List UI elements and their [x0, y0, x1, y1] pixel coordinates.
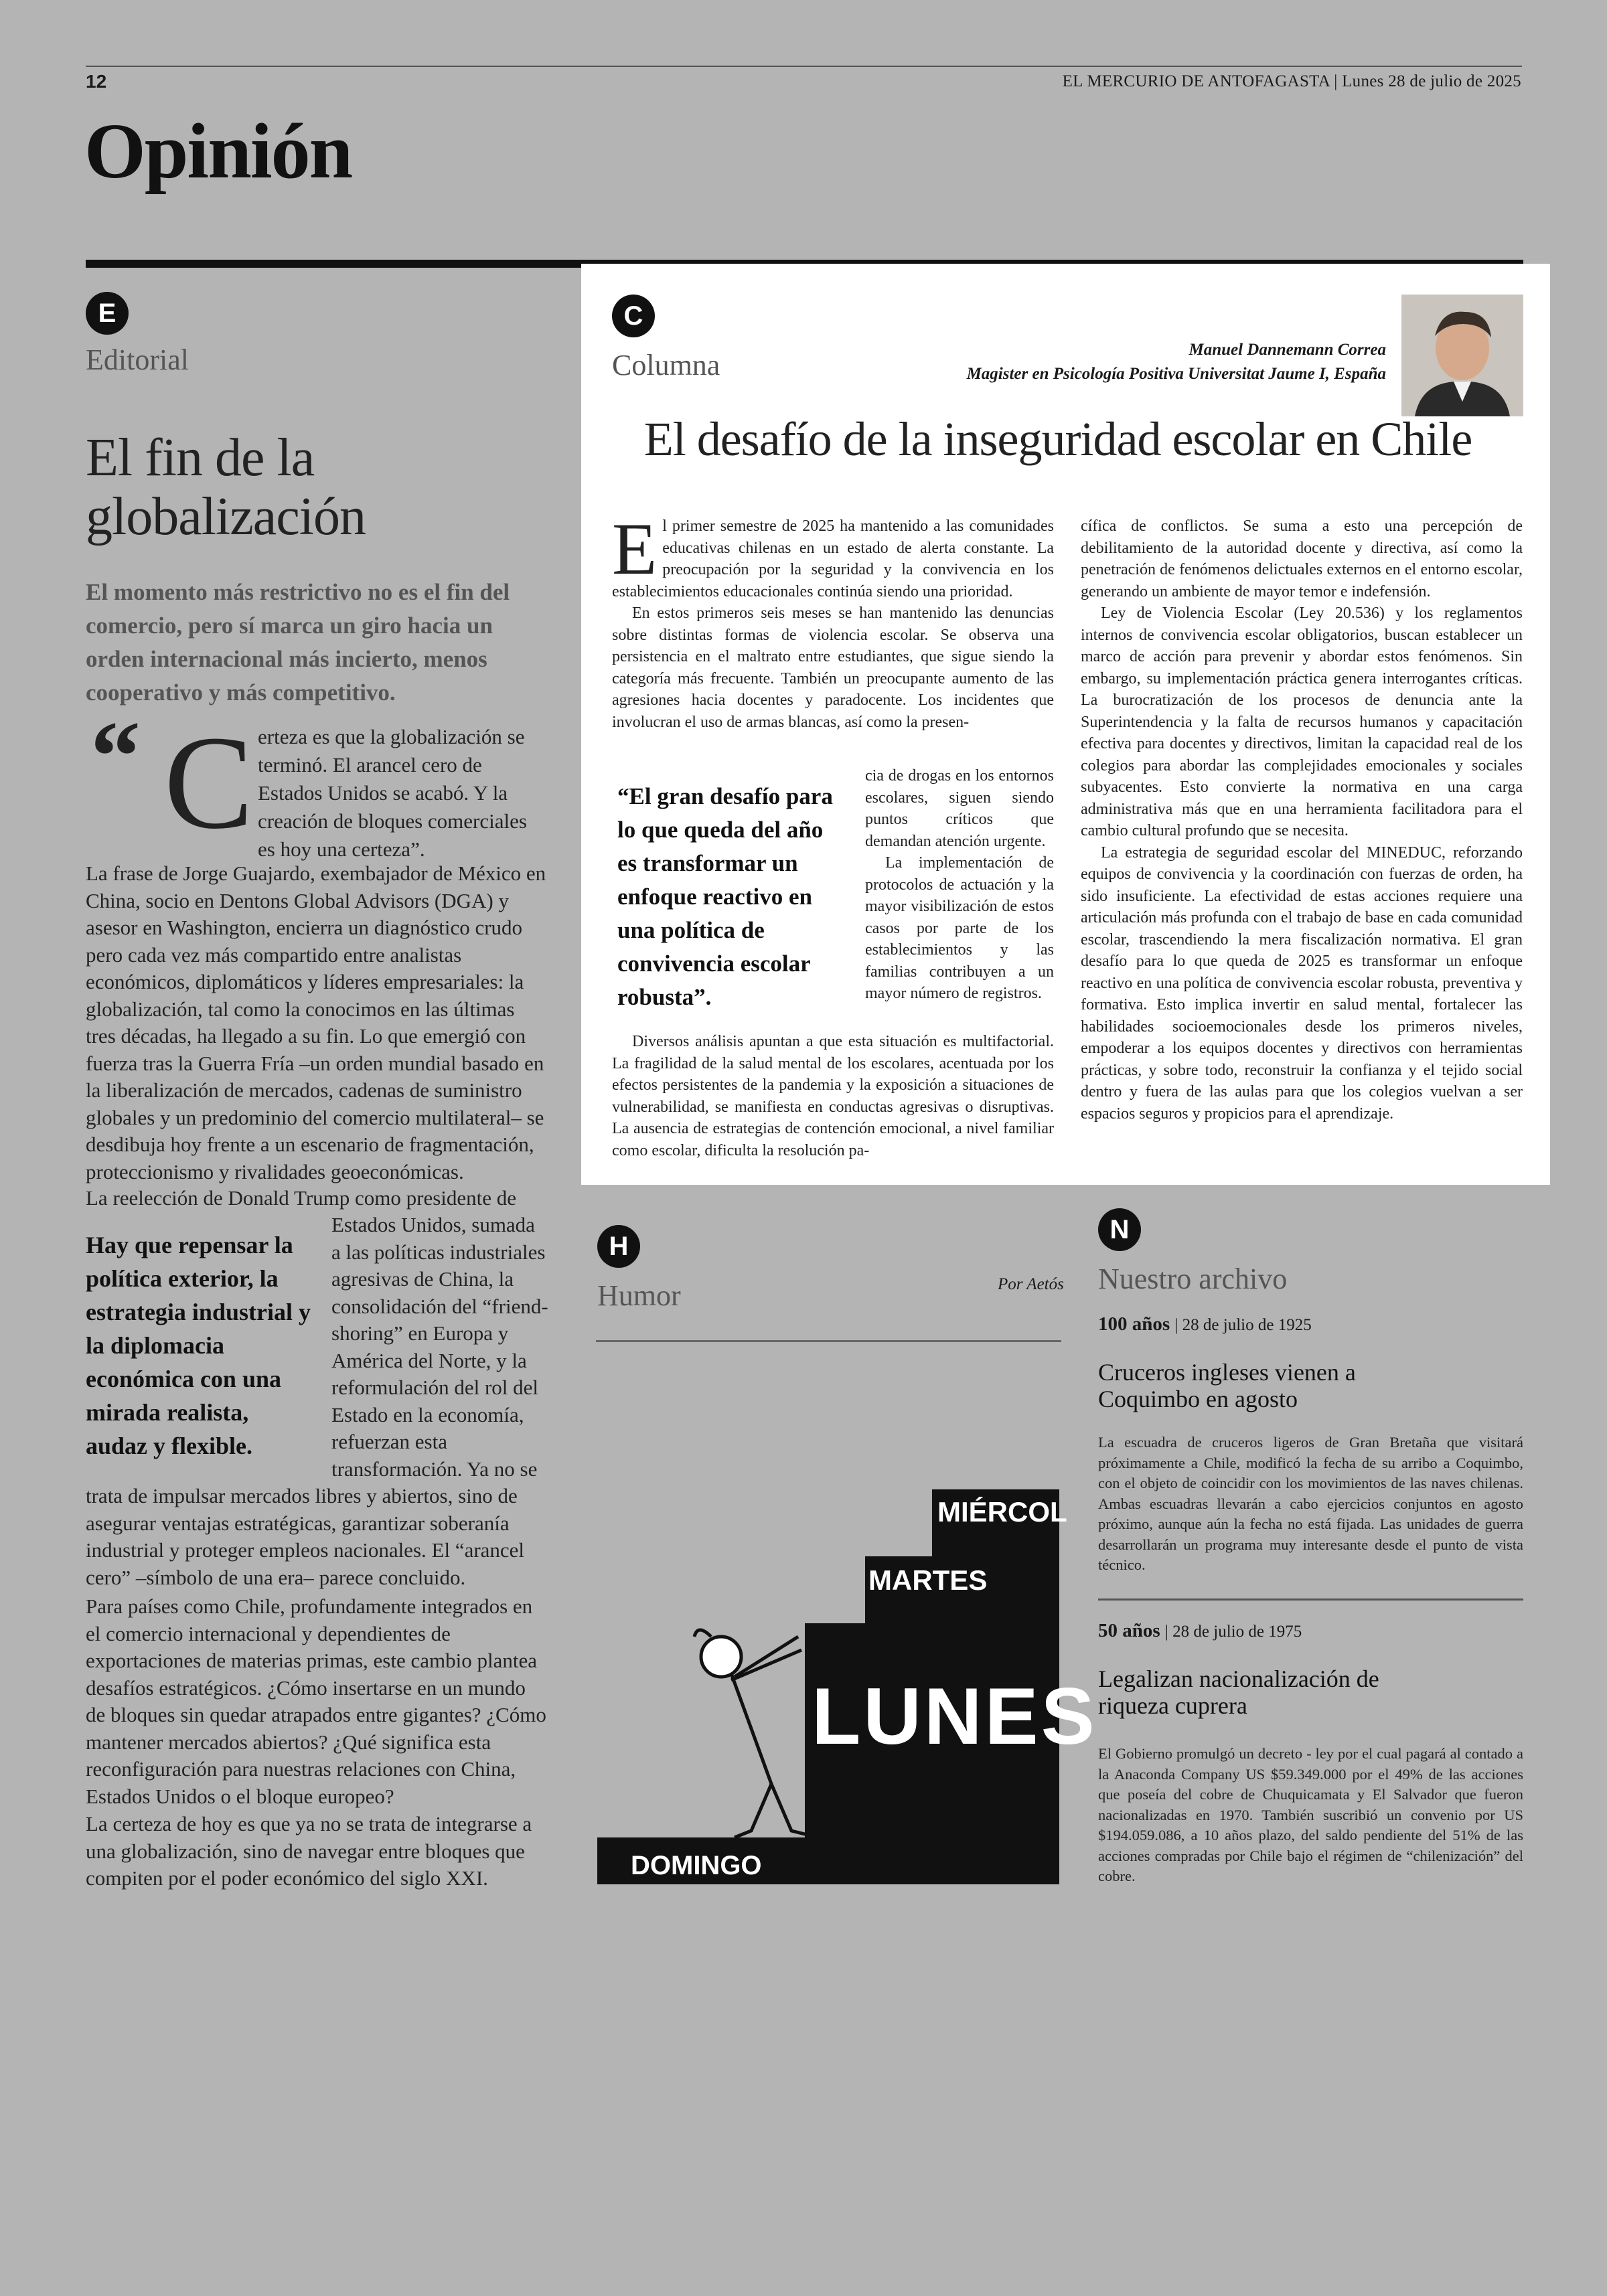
issue-date: Lunes 28 de julio de 2025 — [1342, 72, 1521, 90]
archive-years: 100 años — [1098, 1313, 1170, 1335]
humor-rule — [596, 1340, 1061, 1342]
archive-item-header — [1098, 1313, 1312, 1335]
step-label: DOMINGO — [631, 1851, 762, 1880]
editorial-pull-quote: Hay que repensar la política exterior, la estrategia industrial y la diplomacia económica con una mirada realista, audaz y flexible. — [86, 1232, 311, 1459]
column-drop-cap: E — [612, 508, 658, 590]
newspaper-name: EL MERCURIO DE ANTOFAGASTA — [1062, 72, 1330, 90]
column-pull-quote: “El gran desafío para lo que queda del año es transformar un enfoque reactivo en una política de convivencia escolar robusta”. — [617, 783, 833, 1010]
editorial-paragraph: La frase de Jorge Guajardo, exembajador de México en China, socio en Dentons Global Advisors (DGA) y asesor en Washington, encierra un diagnóstico crudo pero cada vez más compartido entre analistas económicos, diplomáticos y líderes empresariales: la globalización, tal como la conocimos en las últimas tres décadas, ha llegado a su fin. Lo que emergió con fuerza tras la Guerra Fría –un orden mundial basado en la liberalización de mercados, cadenas de suministro globales y un predominio del comercio multilateral– se desdibuja hoy frente a un escenario de fragmentación, proteccionismo y rivalidades geoeconómicas. — [86, 862, 546, 1183]
step-label: LUNES — [812, 1671, 1097, 1761]
column-author: Manuel Dannemann Correa — [1189, 341, 1386, 359]
column-text-block — [865, 765, 1054, 1005]
column-paragraph: En estos primeros seis meses se han mantenido las denuncias sobre distintas formas de violencia escolar. Se observa una persistencia en el maltrato entre estudiantes, que sigue siendo la categoría más frecuente. También un preocupante aumento de las agresiones hacia docentes y paradocente. Los incidentes que involucran el uso de armas blancas, así como la presen- — [612, 604, 1054, 731]
editorial-paragraph: La certeza de hoy es que ya no se trata de integrarse a una globalización, sino de navegar entre bloques que compiten por el poder económico del siglo XXI. — [86, 1812, 532, 1890]
archive-badge: N — [1098, 1208, 1141, 1251]
column-paragraph: La implementación de protocolos de actuación y la mayor visibilización de estos casos por parte de los establecimientos y las familias contribuyen a un mayor número de registros. — [865, 854, 1054, 1002]
step-label: MARTES — [868, 1564, 988, 1596]
author-photo — [1401, 295, 1523, 416]
archive-item-header — [1098, 1620, 1302, 1642]
editorial-kicker: Editorial — [86, 343, 189, 376]
column-kicker: Columna — [612, 349, 720, 382]
editorial-lead: El momento más restrictivo no es el fin del comercio, pero sí marca un giro hacia un orden internacional más incierto, menos cooperativo y más competitivo. — [86, 579, 510, 706]
editorial-paragraph: trata de impulsar mercados libres y abiertos, sino de asegurar ventajas estratégicas, garantizar soberanía industrial y proteger empleos nacionales. El “arancel cero” –símbolo de una era– parece concluido. — [86, 1484, 525, 1589]
step-label: MIÉRCOL — [937, 1496, 1067, 1528]
column-paragraph: La estrategia de seguridad escolar del MINEDUC, reforzando equipos de convivencia y la coordinación con fuerzas de orden, ha sido insuficiente. La efectividad de estas acciones requiere una articulación más profunda con el trabajo de base en cada comunidad escolar, trascendiendo la mera fiscalización normativa. El gran desafío para lo que queda de 2025 es transformar un enfoque reactivo en una política de convivencia escolar robusta, preventiva y formativa. Esto implica invertir en salud mental, fortalecer las habilidades socioemocionales desde los primeros niveles, empoderar a los equipos docentes y directivos con herramientas prácticas, y sobre todo, reconstruir la confianza y el tejido social dentro y fuera de las aulas para que los colegios vuelvan a ser espacios seguros y propicios para el aprendizaje. — [1081, 843, 1523, 1123]
editorial-intro: erteza es que la globalización se terminó. El arancel cero de Estados Unidos se acabó. Y la creación de bloques comerciales es hoy una certeza”. — [258, 725, 527, 861]
humor-cartoon — [597, 1436, 1097, 1884]
column-paragraph: Ley de Violencia Escolar (Ley 20.536) y los reglamentos internos de convivencia escolar obligatorios, buscan establecer un marco de acción para prevenir y abordar estos fenómenos. Sin embargo, su implementación práctica genera interrogantes críticas. La burocratización de los procesos de denuncia ante la Superintendencia y la falta de recursos humanos y capacitación efectiva para docentes y directivos, limitan la capacidad real de los colegios para abordar las complejidades emocionales y sociales subyacentes. Esto convierte la normativa en una carga administrativa más que en una herramienta facilitadora para el cambio cultural profundo que se necesita. — [1081, 604, 1523, 839]
column-text-block — [1081, 515, 1523, 1125]
editorial-paragraph: Estados Unidos, sumada a las políticas industriales agresivas de China, la consolidación del “friend-shoring” en Europa y América del Norte, y la reformulación del rol del Estado en la economía, refuerzan esta transformación. Ya no se — [331, 1213, 548, 1481]
column-paragraph: Diversos análisis apuntan a que esta situación es multifactorial. La fragilidad de la salud mental de los escolares, acentuada por los efectos persistentes de la pandemia y la exposición a situaciones de vulnerabilidad, se manifiesta en conductas agresivas o disruptivas. La ausencia de estrategias de contención emocional, a nivel familiar como escolar, dificulta la resolución pa- — [612, 1033, 1054, 1159]
editorial-paragraph: La reelección de Donald Trump como presidente de — [86, 1186, 517, 1210]
author-portrait-icon — [1401, 295, 1523, 416]
archive-date: | 28 de julio de 1925 — [1174, 1316, 1312, 1334]
column-paragraph: l primer semestre de 2025 ha mantenido a las comunidades educativas chilenas en un estado de alerta constante. La preocupación por la seguridad y la convivencia en los establecimientos educacionales continúa siendo una prioridad. — [612, 517, 1054, 600]
archive-item-text: El Gobierno promulgó un decreto - ley por el cual pagará al contado a la Anaconda Company US $59.349.000 por el 49% de las acciones que poseía del cobre de Chuquicamata y El Salvador que fueron nacionalizadas en 1970. También suscribió un convenio por US $194.059.086, a 10 años plazo, del saldo pendiente del 51% de las acciones compradas por Chile bajo el régimen de “chilenización” del cobre. — [1098, 1745, 1523, 1884]
tired-man-icon — [694, 1630, 818, 1837]
section-title: Opinión — [84, 107, 352, 195]
editorial-paragraph: Para países como Chile, profundamente integrados en el comercio internacional y dependientes de exportaciones de materias primas, este cambio plantea desafíos estratégicos. ¿Cómo insertarse en un mundo de bloques sin quedar atrapados entre gigantes? ¿Cómo mantener mercados abiertos? ¿Qué significa esta reconfiguración para nuestras relaciones con China, Estados Unidos o el bloque europeo? — [86, 1594, 546, 1808]
column-text-block — [612, 1031, 1054, 1161]
page-number: 12 — [86, 71, 107, 92]
masthead: EL MERCURIO DE ANTOFAGASTA | Lunes 28 de julio de 2025 — [1062, 72, 1521, 90]
editorial-badge: E — [86, 292, 129, 335]
archive-date: | 28 de julio de 1975 — [1164, 1623, 1302, 1641]
archive-item-title: Legalizan nacionalización de riqueza cuprera — [1098, 1665, 1379, 1719]
archive-years: 50 años — [1098, 1620, 1160, 1641]
archive-divider — [1098, 1598, 1523, 1601]
humor-kicker: Humor — [597, 1279, 681, 1312]
humor-badge: H — [597, 1225, 640, 1268]
header-rule — [86, 66, 1522, 67]
column-paragraph: cífica de conflictos. Se suma a esto una percepción de debilitamiento de la autoridad docente y directiva, así como la penetración de fenómenos delictuales externos en el entorno escolar, generando un ambiente de mayor temor e indefensión. — [1081, 517, 1523, 600]
humor-byline: Por Aetós — [998, 1275, 1064, 1293]
quote-mark-icon: “ — [90, 701, 141, 812]
column-paragraph: cia de drogas en los entornos escolares, siguen siendo puntos críticos que demandan atención urgente. — [865, 767, 1054, 850]
column-title: El desafío de la inseguridad escolar en Chile — [643, 412, 1472, 466]
editorial-title: El fin de la globalización — [86, 428, 366, 546]
column-badge: C — [612, 295, 655, 337]
column-text-block — [612, 508, 1054, 733]
archive-item-title: Cruceros ingleses vienen a Coquimbo en agosto — [1098, 1359, 1356, 1412]
archive-kicker: Nuestro archivo — [1098, 1262, 1288, 1295]
column-author-title: Magister en Psicología Positiva Universitat Jaume I, España — [966, 365, 1386, 383]
editorial-drop-cap: C — [164, 709, 254, 857]
archive-item-text: La escuadra de cruceros ligeros de Gran Bretaña que visitará próximamente a Chile, modificó la fecha de su arribo a Coquimbo, con el objeto de coincidir con los movimientos de las naves chilenas. Ambas escuadras llevarán a cabo ejercicios conjuntos en agosto próximo, aunque aún la fecha no está fijada. Las unidades de guerra desarrollarán un programa muy interesante desde el punto de vista técnico. — [1098, 1434, 1523, 1573]
